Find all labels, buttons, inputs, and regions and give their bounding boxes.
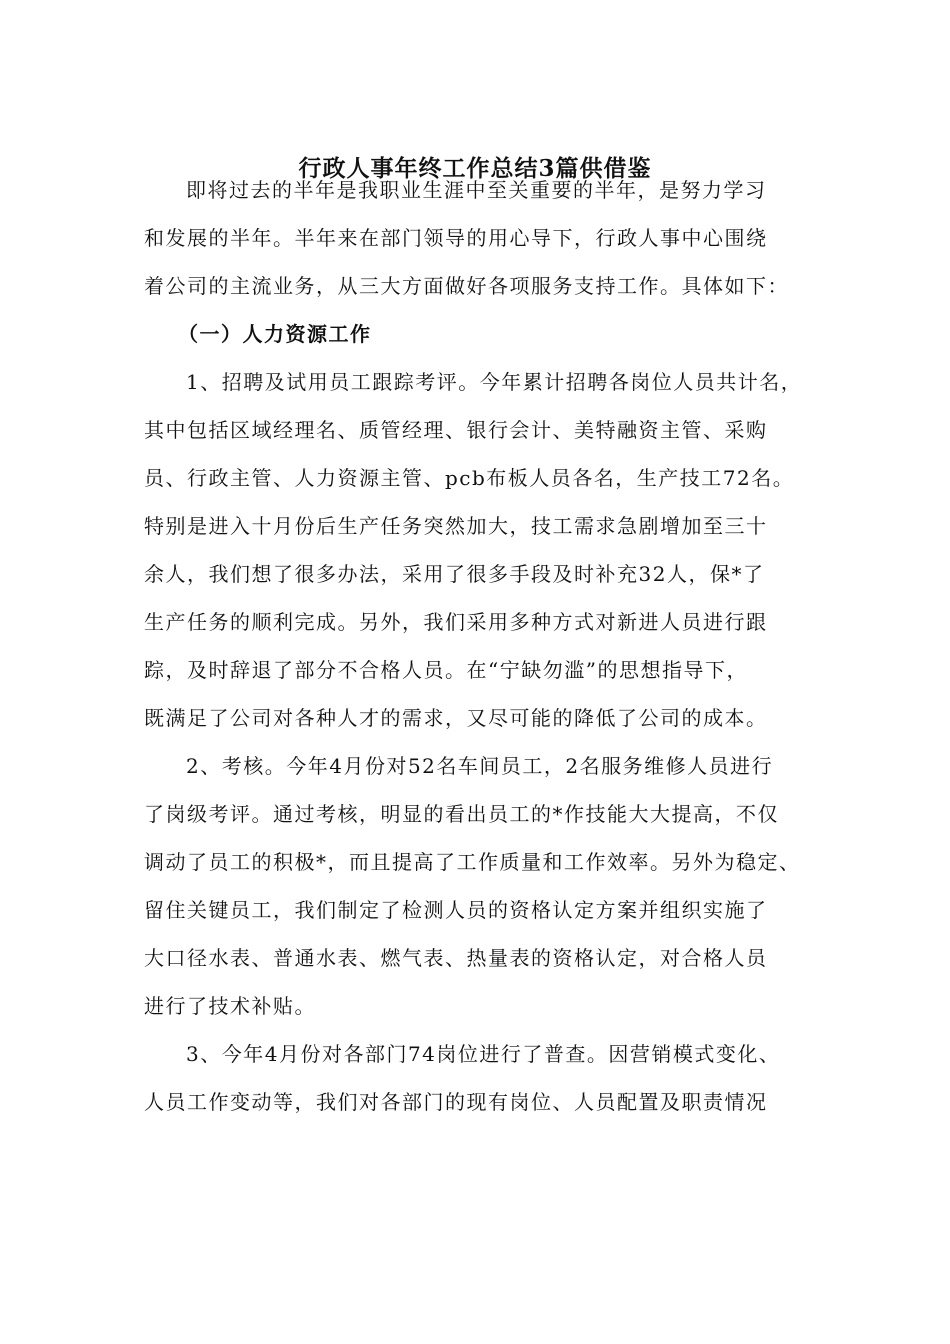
paragraph-line: 生产任务的顺利完成。另外，我们采用多种方式对新进人员进行跟 — [144, 610, 768, 634]
paragraph-line: 了岗级考评。通过考核，明显的看出员工的*作技能大大提高，不仅 — [144, 802, 779, 826]
paragraph-line: 员、行政主管、人力资源主管、pcb布板人员各名，生产技工72名。 — [144, 466, 795, 490]
paragraph-line: 既满足了公司对各种人才的需求，又尽可能的降低了公司的成本。 — [144, 706, 768, 730]
paragraph-line: 留住关键员工，我们制定了检测人员的资格认定方案并组织实施了 — [144, 898, 768, 922]
paragraph-line: 和发展的半年。半年来在部门领导的用心导下，行政人事中心围绕 — [144, 226, 768, 250]
document-title: 行政人事年终工作总结3篇供借鉴 — [298, 155, 652, 182]
paragraph-line: 3、今年4月份对各部门74岗位进行了普查。因营销模式变化、 — [186, 1042, 781, 1066]
paragraph-line: 进行了技术补贴。 — [144, 994, 316, 1018]
paragraph-line: 人员工作变动等，我们对各部门的现有岗位、人员配置及职责情况 — [144, 1090, 768, 1114]
paragraph-line: 特别是进入十月份后生产任务突然加大，技工需求急剧增加至三十 — [144, 514, 768, 538]
section-heading: （一）人力资源工作 — [178, 322, 372, 346]
paragraph-line: 1、招聘及试用员工跟踪考评。今年累计招聘各岗位人员共计名， — [186, 370, 803, 394]
paragraph-line: 踪，及时辞退了部分不合格人员。在“宁缺勿滥”的思想指导下， — [144, 658, 748, 682]
paragraph-line: 即将过去的半年是我职业生涯中至关重要的半年，是努力学习 — [186, 178, 767, 202]
paragraph-line: 余人，我们想了很多办法，采用了很多手段及时补充32人，保*了 — [144, 562, 765, 586]
paragraph-line: 大口径水表、普通水表、燃气表、热量表的资格认定，对合格人员 — [144, 946, 768, 970]
paragraph-line: 其中包括区域经理名、质管经理、银行会计、美特融资主管、采购 — [144, 418, 768, 442]
paragraph-line: 2、考核。今年4月份对52名车间员工，2名服务维修人员进行 — [186, 754, 774, 778]
paragraph-line: 调动了员工的积极*，而且提高了工作质量和工作效率。另外为稳定、 — [144, 850, 801, 874]
paragraph-line: 着公司的主流业务，从三大方面做好各项服务支持工作。具体如下： — [144, 274, 789, 298]
